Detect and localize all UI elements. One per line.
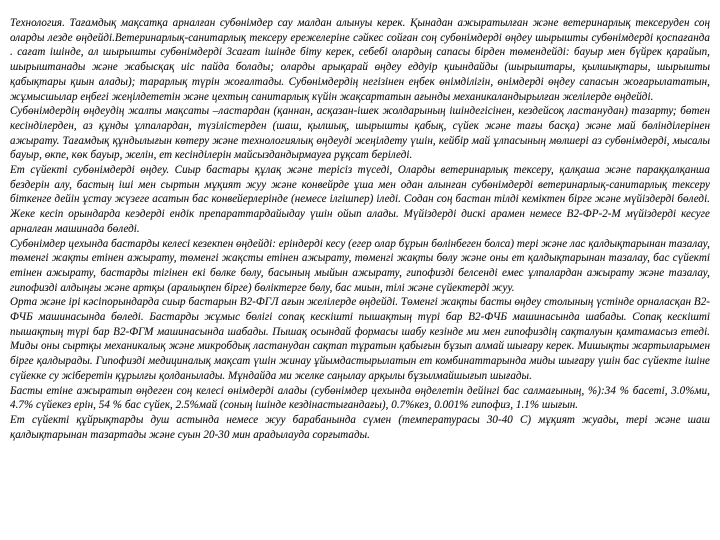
- paragraph-tail-washing: Ет сүйекті құйрықтарды душ астында немесе жуу барабанында сүмен (температурасы 30-40 С) мұқият жуады, тері және шаш қалдықтарынан тазартады және суын 20-30 мин арадылауда сорғытады.: [10, 413, 710, 441]
- paragraph-technology-intro: Технология. Тағамдық мақсатқа арналған субөнімдер сау малдан алынуы керек. Қынадан ажыратылған және ветеринарлық тексеруден соң оларды лезде өңдейді.Ветеринарлық-санитарлық тексеру ережелеріне сәйкес сойған соң субөнімдерді өңдеу шырышты субөнімдерді қоспағанда . сағат ішінде, ал шырышты субөнімдерді 3сағат ішінде бiту керек, себебі олардың сапасы бірден төмендейді: бауыр мен бүйрек қарайып, шырыштанады және жабысқақ иіс пайда болады; оларды арықарай өңдеу еддуір қиындайды (шырыштары, қылшықтары, шырышты қабықтары қиын алады); тарарлық түрін жоғалтады. Субөнімдердің негізінен еңбек өнімділігін, өнімдерді өңдеу сапасын жоғарылататын, жұмысшылар еңбегі жеңілдететін және цехтың санитарлық күйін жақсартатын ағынды механикаландырылған желілерде өңдейді.: [10, 17, 710, 103]
- paragraph-head-yield: Басты етіне ажыратып өңдеген соң келесі өнімдерді алады (субөнімдер цехында өңделетін дейінгі бас салмағының, %):34 % басеті, 3.0%ми, 4.7% сүйекез ерін, 54 % бас сүйек, 2.5%май (соның ішінде кездінастығандағы), 0.7%кез, 0.001% гипофиз, 1.1% шығын.: [10, 384, 710, 412]
- document-page: [10, 16, 710, 536]
- paragraph-processing-goal: Субөнімдердің өңдеудің жалпы мақсаты –ластардан (қаннан, асқазан-ішек жолдарының ішіндегісінен, кездейсоқ ластанудан) тазарту; бөтен кесінділерден, аз құнды ұлпалардан, түзілістерден (шаш, қылшық, шырышты қабық, сүйек және тағы басқа) және май бөлінділерінен ажырату. Тағамдық құндылығын көтеру және технологиялық өңдеуді жеңілдету үшін, кейбір май ұлпасының мөлшері аз субөнімдерді, мысалы бауыр, өкпе, көк бауыр, желін, ет кесінділерін майсыздандырмауға рұқсат беріледі.: [10, 105, 710, 162]
- paragraph-meat-bone-offal: Ет сүйекті субөнімдерді өңдеу. Сиыр бастары құлақ және терісіз түседі, Оларды ветеринарлық тексеру, қалқаша және параққалқанша бездерін алу, бастың іші мен сыртын мұқият жуу және конвейрде ұша мен одан алынған субөнімдерді ветеринарлық-санитарлық тексеру біткенге дейін ұстау жүзеге асатын бас конвейерлерінде (немесе ілгішпер) іледі. Содан соң бастан тілді кеміктен бірге және мүйіздерді бөледі. Жеке кесіп орындарда кеэдерді ендік препараттардайыдау үшін ойып алады. Мүйіздерді дискі арамен немесе В2-ФР-2-М мүйіздерді кесуге арналған машинада бөледі.: [10, 164, 710, 235]
- paragraph-head-processing-order: Субөнімдер цехында бастарды келесі кезекпен өңдейді: еріндерді кесу (егер олар бұрын бөлінбеген болса) тері және лас қалдықтарынан тазалау, төменгі жақты етінен ажырату, төменгі жақсты етінен ажырату, төменгі жақты бөлу және оны ет қалдықтарынан тазалау, бас сүйекті етінен ажырату, бастарды тігінен екі бөлке бөлу, басының мыйын ажырату, гипофизді белсенді емес ұлпалардан ажырату және тазалау, гипофизді алдыңғы және артқы (аралықпен бірге) бөліктерге бөлу, бас миын, тілі және сүйектерді жуу.: [10, 237, 710, 294]
- paragraph-processing-lines: Орта және ірі кәсіпорындарда сиыр бастарын В2-ФГЛ ағын желілерде өңдейді. Төменгі жақты басты өңдеу столының үстінде орналасқан В2-ФЧБ машинасында бөледі. Бастарды жұмыс бөлігі сопақ кескішті пышақтың түрі бар В2-ФЧБ машинасында шабады. Сопақ кескішті пышақтың түрі бар В2-ФГМ машинасында шабады. Пышақ осындай формасы шабу кезінде ми мен гипофиздің сақталуын қамтамасыз етеді. Миды оны сыртқы механикалық және микробдық ластанудан сақтап тұратын қабығын бұзып алмай шығару керек. Мишықты жартыларымен бірге қалдырады. Гипофизді медициналық мақсат үшін жинау ұйымдастырылатын ет комбинаттарында миды шығару үшін бас сүйекте ішіне сүйекке су жіберетін құрылғы қолданылады. Мұндайда ми желке саңылау арқылы бұзылмайшығып шығады.: [10, 296, 710, 382]
